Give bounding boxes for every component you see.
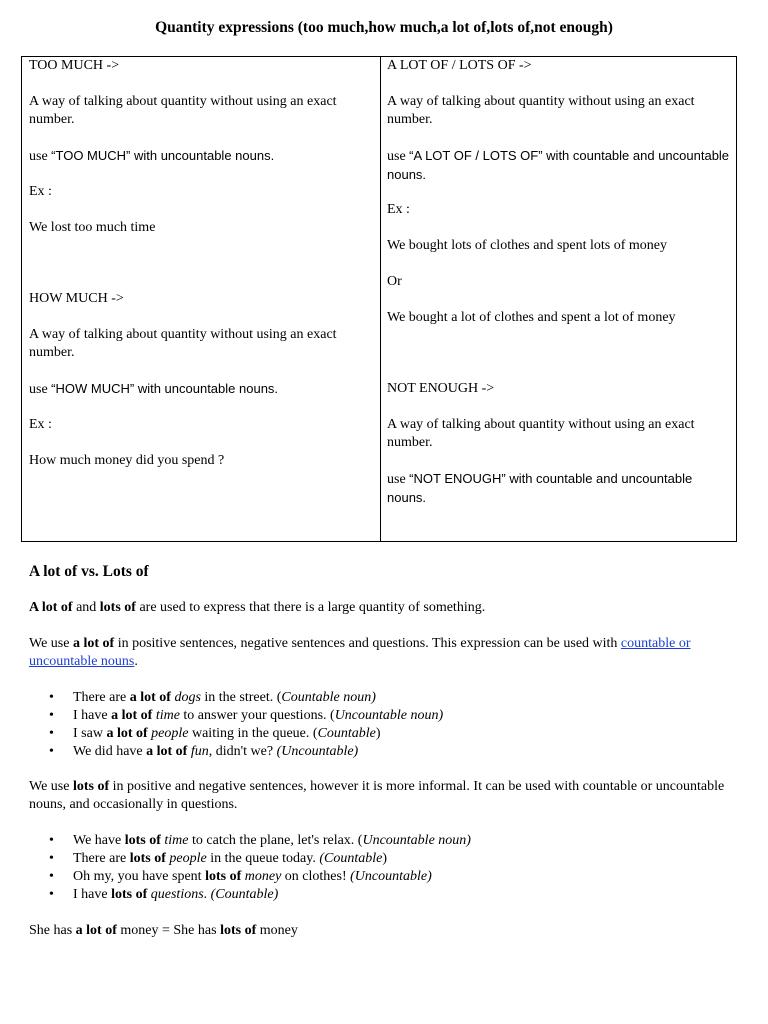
- how-much-usage: use “HOW MUCH” with uncountable nouns.: [29, 381, 279, 397]
- how-much-example: How much money did you spend ?: [29, 453, 225, 468]
- section-heading: A lot of vs. Lots of: [29, 563, 149, 580]
- list-item: • I have a lot of time to answer your questions. (Uncountable noun): [29, 707, 739, 725]
- a-lot-of-heading: A LOT OF / LOTS OF ->: [387, 58, 532, 73]
- a-lot-of-examples-list: [29, 689, 739, 761]
- countable-nouns-link[interactable]: countable or uncountable nouns: [29, 636, 691, 669]
- list-item: • There are lots of people in the queue today. (Countable): [29, 850, 739, 868]
- too-much-example: We lost too much time: [29, 220, 156, 235]
- list-item: • I saw a lot of people waiting in the queue. (Countable): [29, 725, 739, 743]
- not-enough-usage: use “NOT ENOUGH” with countable and uncountable nouns.: [387, 471, 693, 505]
- how-much-definition: A way of talking about quantity without using an exact number.: [29, 327, 337, 360]
- too-much-ex-label: Ex :: [29, 184, 52, 199]
- list-item: • We did have a lot of fun, didn't we? (Uncountable): [29, 743, 739, 761]
- a-lot-of-definition: A way of talking about quantity without using an exact number.: [387, 94, 695, 127]
- too-much-usage: use “TOO MUCH” with uncountable nouns.: [29, 148, 275, 164]
- how-much-heading: HOW MUCH ->: [29, 291, 124, 306]
- quantity-table: [21, 56, 737, 542]
- list-item: • There are a lot of dogs in the street. (Countable noun): [29, 689, 739, 707]
- not-enough-heading: NOT ENOUGH ->: [387, 381, 495, 396]
- intro-paragraph: A lot of and lots of are used to express that there is a large quantity of something.: [29, 600, 486, 615]
- lots-of-examples-list: [29, 832, 739, 904]
- summary-line: She has a lot of money = She has lots of money: [29, 923, 298, 938]
- a-lot-of-example-1: We bought lots of clothes and spent lots of money: [387, 238, 667, 253]
- a-lot-of-ex-label: Ex :: [387, 202, 410, 217]
- too-much-heading: TOO MUCH ->: [29, 58, 120, 73]
- a-lot-of-or: Or: [387, 274, 402, 289]
- table-divider: [380, 57, 381, 541]
- a-lot-of-paragraph: We use a lot of in positive sentences, negative sentences and questions. This expression can be used with countable or uncountable nouns.: [29, 636, 691, 669]
- page-title: Quantity expressions (too much,how much,a lot of,lots of,not enough): [155, 19, 613, 36]
- list-item: • Oh my, you have spent lots of money on clothes! (Uncountable): [29, 868, 739, 886]
- list-item: • I have lots of questions. (Countable): [29, 886, 739, 904]
- a-lot-of-example-2: We bought a lot of clothes and spent a lot of money: [387, 310, 676, 325]
- a-lot-of-usage: use “A LOT OF / LOTS OF” with countable and uncountable nouns.: [387, 148, 730, 182]
- how-much-ex-label: Ex :: [29, 417, 52, 432]
- not-enough-definition: A way of talking about quantity without using an exact number.: [387, 417, 695, 450]
- list-item: • We have lots of time to catch the plane, let's relax. (Uncountable noun): [29, 832, 739, 850]
- lots-of-paragraph: We use lots of in positive and negative sentences, however it is more informal. It can be used with countable or uncountable nouns, and occasionally in questions.: [29, 779, 725, 812]
- too-much-definition: A way of talking about quantity without using an exact number.: [29, 94, 337, 127]
